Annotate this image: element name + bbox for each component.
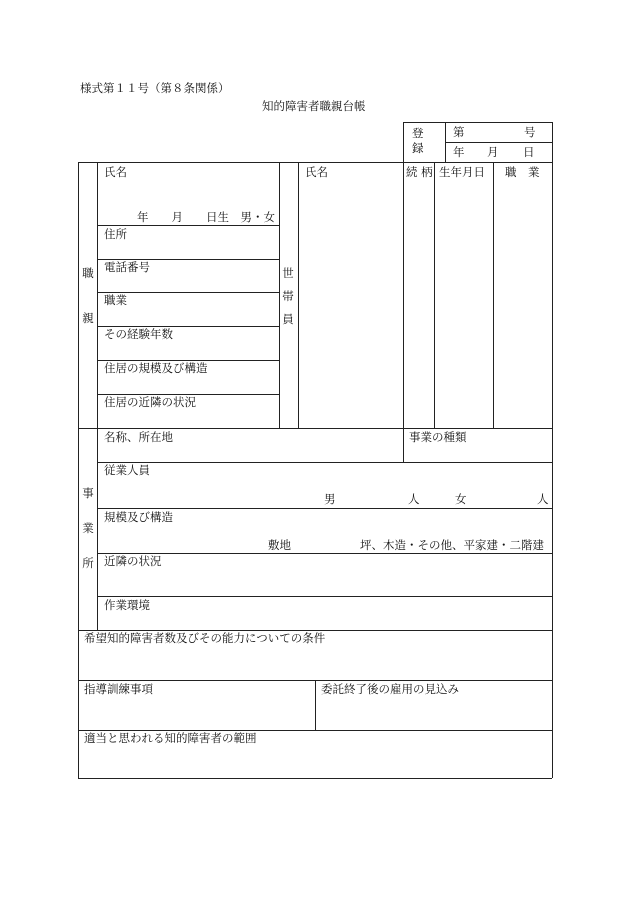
shokushin-housing-neighborhood-label: 住居の近隣の状況 bbox=[104, 395, 196, 409]
document-title: 知的障害者職親台帳 bbox=[262, 99, 366, 113]
household-section-char-3: 員 bbox=[282, 312, 294, 326]
employment-prospect-label: 委託終了後の雇用の見込み bbox=[321, 682, 459, 696]
jigyousho-neighborhood-label: 近隣の状況 bbox=[104, 554, 162, 568]
shokushin-experience-label: その経験年数 bbox=[104, 327, 173, 341]
registration-number-suffix: 号 bbox=[524, 125, 536, 139]
registration-label-bottom: 録 bbox=[412, 141, 424, 155]
jigyousho-person-label-1: 人 bbox=[408, 492, 420, 506]
jigyousho-section-char-2: 業 bbox=[82, 521, 94, 535]
registration-month: 月 bbox=[487, 145, 499, 159]
jigyousho-site-label: 敷地 bbox=[268, 538, 291, 552]
jigyousho-person-label-2: 人 bbox=[537, 492, 549, 506]
shokushin-housing-structure-label: 住居の規模及び構造 bbox=[104, 361, 208, 375]
training-items-label: 指導訓練事項 bbox=[84, 682, 153, 696]
shokushin-birth-line: 年 月 日生 男・女 bbox=[137, 210, 275, 224]
shokushin-phone-label: 電話番号 bbox=[104, 260, 150, 274]
jigyousho-section-char-3: 所 bbox=[82, 556, 94, 570]
household-birthdate-header: 生年月日 bbox=[439, 165, 485, 179]
registration-label-top: 登 bbox=[412, 126, 424, 140]
jigyousho-business-type-label: 事業の種類 bbox=[409, 430, 467, 444]
household-occupation-header: 職 業 bbox=[505, 165, 540, 179]
form-number: 様式第１１号（第８条関係） bbox=[80, 81, 230, 95]
shokushin-name-label: 氏名 bbox=[104, 165, 127, 179]
shokushin-address-label: 住所 bbox=[104, 227, 127, 241]
jigyousho-male-label: 男 bbox=[324, 492, 336, 506]
jigyousho-employees-label: 従業人員 bbox=[104, 463, 150, 477]
registration-year: 年 bbox=[453, 145, 465, 159]
registration-number-prefix: 第 bbox=[453, 125, 465, 139]
household-name-header: 氏名 bbox=[305, 165, 328, 179]
jigyousho-work-environment-label: 作業環境 bbox=[104, 598, 150, 612]
jigyousho-female-label: 女 bbox=[455, 492, 467, 506]
jigyousho-section-char-1: 事 bbox=[82, 486, 94, 500]
registration-day: 日 bbox=[523, 145, 535, 159]
household-relation-header: 続 柄 bbox=[406, 165, 433, 179]
jigyousho-structure-options: 坪、木造・その他、平家建・二階建 bbox=[360, 538, 544, 552]
shokushin-section-char-2: 親 bbox=[82, 311, 94, 325]
jigyousho-scale-structure-label: 規模及び構造 bbox=[104, 510, 173, 524]
desired-conditions-label: 希望知的障害者数及びその能力についての条件 bbox=[84, 631, 326, 645]
household-section-char-2: 帯 bbox=[282, 289, 294, 303]
suitable-range-label: 適当と思われる知的障害者の範囲 bbox=[84, 731, 257, 745]
shokushin-section-char-1: 職 bbox=[82, 266, 94, 280]
jigyousho-name-address-label: 名称、所在地 bbox=[104, 430, 173, 444]
shokushin-occupation-label: 職業 bbox=[104, 293, 127, 307]
household-section-char-1: 世 bbox=[282, 266, 294, 280]
